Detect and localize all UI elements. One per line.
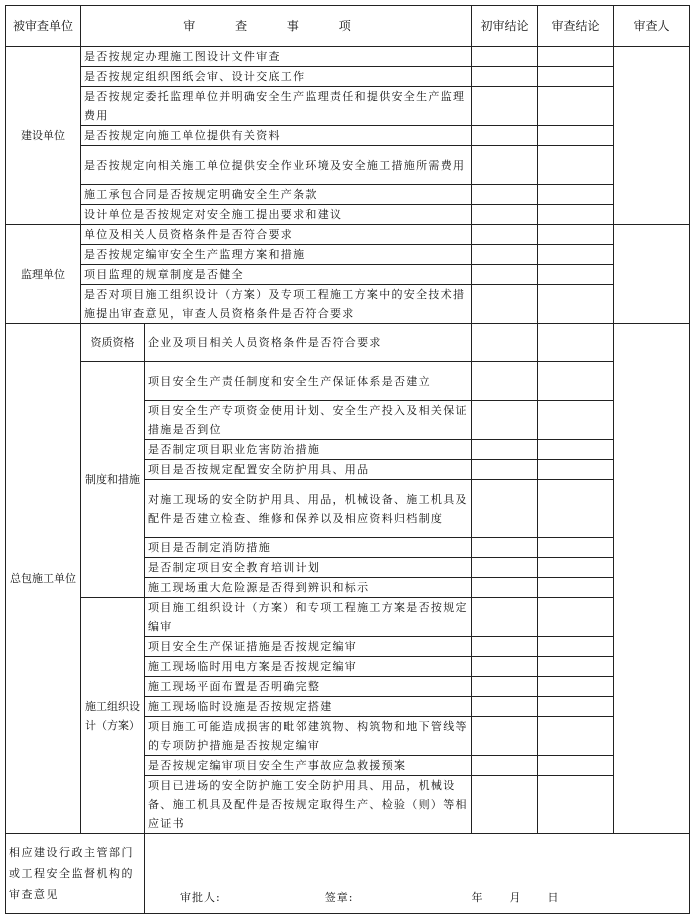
table-row <box>6 598 690 637</box>
initial-conclusion-cell[interactable] <box>472 285 538 324</box>
review-item: 项目是否按规定配置安全防护用具、用品 <box>145 460 472 480</box>
review-conclusion-cell[interactable] <box>538 47 614 67</box>
initial-conclusion-cell[interactable] <box>472 677 538 697</box>
review-item: 项目安全生产保证措施是否按规定编审 <box>145 637 472 657</box>
review-item: 是否按规定向相关施工单位提供安全作业环境及安全施工措施所需费用 <box>81 146 472 185</box>
header-initial-conclusion: 初审结论 <box>472 6 538 47</box>
initial-conclusion-cell[interactable] <box>472 47 538 67</box>
initial-conclusion-cell[interactable] <box>472 598 538 637</box>
review-item: 是否按规定编审项目安全生产事故应急救援预案 <box>145 756 472 776</box>
initial-conclusion-cell[interactable] <box>472 657 538 677</box>
header-row <box>6 6 690 47</box>
table-row <box>6 324 690 362</box>
review-item: 是否对项目施工组织设计（方案）及专项工程施工方案中的安全技术措施提出审查意见，审查人员资格条件是否符合要求 <box>81 285 472 324</box>
initial-conclusion-cell[interactable] <box>472 324 538 362</box>
year-label: 年 <box>471 891 484 904</box>
approver-label: 审批人: <box>180 891 221 904</box>
opinion-field[interactable] <box>145 834 690 914</box>
review-conclusion-cell[interactable] <box>538 126 614 146</box>
table-row <box>6 265 690 285</box>
review-item: 单位及相关人员资格条件是否符合要求 <box>81 225 472 245</box>
review-item: 是否按规定向施工单位提供有关资料 <box>81 126 472 146</box>
review-conclusion-cell[interactable] <box>538 285 614 324</box>
review-item: 设计单位是否按规定对安全施工提出要求和建议 <box>81 205 472 225</box>
review-conclusion-cell[interactable] <box>538 225 614 245</box>
review-item: 项目监理的规章制度是否健全 <box>81 265 472 285</box>
review-conclusion-cell[interactable] <box>538 245 614 265</box>
review-conclusion-cell[interactable] <box>538 67 614 87</box>
table-row <box>6 67 690 87</box>
reviewer-cell-general[interactable] <box>614 324 690 834</box>
review-conclusion-cell[interactable] <box>538 146 614 185</box>
day-label: 日 <box>547 891 560 904</box>
month-label: 月 <box>509 891 522 904</box>
header-unit: 被审查单位 <box>6 6 81 47</box>
review-conclusion-cell[interactable] <box>538 756 614 776</box>
header-matters: 审 查 事 项 <box>81 6 472 47</box>
review-conclusion-cell[interactable] <box>538 637 614 657</box>
review-item: 施工现场临时用电方案是否按规定编审 <box>145 657 472 677</box>
initial-conclusion-cell[interactable] <box>472 265 538 285</box>
review-conclusion-cell[interactable] <box>538 697 614 717</box>
initial-conclusion-cell[interactable] <box>472 362 538 401</box>
initial-conclusion-cell[interactable] <box>472 245 538 265</box>
table-row <box>6 285 690 324</box>
table-row <box>6 205 690 225</box>
review-item: 是否按规定编审安全生产监理方案和措施 <box>81 245 472 265</box>
review-conclusion-cell[interactable] <box>538 185 614 205</box>
initial-conclusion-cell[interactable] <box>472 460 538 480</box>
review-item: 项目安全生产责任制度和安全生产保证体系是否建立 <box>145 362 472 401</box>
review-conclusion-cell[interactable] <box>538 362 614 401</box>
unit-supervise: 监理单位 <box>6 225 81 324</box>
table-row <box>6 126 690 146</box>
initial-conclusion-cell[interactable] <box>472 401 538 440</box>
table-row <box>6 185 690 205</box>
review-conclusion-cell[interactable] <box>538 440 614 460</box>
initial-conclusion-cell[interactable] <box>472 205 538 225</box>
review-conclusion-cell[interactable] <box>538 401 614 440</box>
initial-conclusion-cell[interactable] <box>472 225 538 245</box>
review-conclusion-cell[interactable] <box>538 717 614 756</box>
reviewer-cell-build[interactable] <box>614 47 690 225</box>
table-row <box>6 87 690 126</box>
initial-conclusion-cell[interactable] <box>472 756 538 776</box>
table-row <box>6 362 690 401</box>
review-item: 是否按规定委托监理单位并明确安全生产监理责任和提供安全生产监理费用 <box>81 87 472 126</box>
seal-label: 签章: <box>324 891 354 904</box>
unit-build: 建设单位 <box>6 47 81 225</box>
initial-conclusion-cell[interactable] <box>472 87 538 126</box>
initial-conclusion-cell[interactable] <box>472 697 538 717</box>
table-row <box>6 146 690 185</box>
subcategory-qual: 资质资格 <box>81 324 145 362</box>
reviewer-cell-supervise[interactable] <box>614 225 690 324</box>
review-conclusion-cell[interactable] <box>538 598 614 637</box>
review-table <box>5 5 690 914</box>
review-item: 是否按规定组织图纸会审、设计交底工作 <box>81 67 472 87</box>
review-item: 项目已进场的安全防护施工安全防护用具、用品，机械设备、施工机具及配件是否按规定取得生产、检验（则）等相应证书 <box>145 776 472 834</box>
initial-conclusion-cell[interactable] <box>472 126 538 146</box>
initial-conclusion-cell[interactable] <box>472 480 538 538</box>
review-conclusion-cell[interactable] <box>538 677 614 697</box>
review-conclusion-cell[interactable] <box>538 578 614 598</box>
review-item: 项目施工可能造成损害的毗邻建筑物、构筑物和地下管线等的专项防护措施是否按规定编审 <box>145 717 472 756</box>
initial-conclusion-cell[interactable] <box>472 67 538 87</box>
review-item: 施工承包合同是否按规定明确安全生产条款 <box>81 185 472 205</box>
review-item: 施工现场临时设施是否按规定搭建 <box>145 697 472 717</box>
subcategory-design: 施工组织设计（方案） <box>81 598 145 834</box>
initial-conclusion-cell[interactable] <box>472 717 538 756</box>
review-conclusion-cell[interactable] <box>538 87 614 126</box>
initial-conclusion-cell[interactable] <box>472 776 538 834</box>
review-item: 是否按规定办理施工图设计文件审查 <box>81 47 472 67</box>
header-review-conclusion: 审查结论 <box>538 6 614 47</box>
table-row <box>6 225 690 245</box>
subcategory-system: 制度和措施 <box>81 362 145 598</box>
initial-conclusion-cell[interactable] <box>472 440 538 460</box>
initial-conclusion-cell[interactable] <box>472 538 538 558</box>
review-conclusion-cell[interactable] <box>538 480 614 538</box>
review-item: 项目安全生产专项资金使用计划、安全生产投入及相关保证措施是否到位 <box>145 401 472 440</box>
opinion-label: 相应建设行政主管部门或工程安全监督机构的审查意见 <box>6 834 145 914</box>
unit-general: 总包施工单位 <box>6 324 81 834</box>
review-item: 是否制定项目安全教育培训计划 <box>145 558 472 578</box>
review-conclusion-cell[interactable] <box>538 324 614 362</box>
review-conclusion-cell[interactable] <box>538 538 614 558</box>
initial-conclusion-cell[interactable] <box>472 558 538 578</box>
review-item: 项目施工组织设计（方案）和专项工程施工方案是否按规定编审 <box>145 598 472 637</box>
initial-conclusion-cell[interactable] <box>472 637 538 657</box>
header-reviewer: 审查人 <box>614 6 690 47</box>
table-row <box>6 245 690 265</box>
review-item: 是否制定项目职业危害防治措施 <box>145 440 472 460</box>
review-item: 项目是否制定消防措施 <box>145 538 472 558</box>
review-conclusion-cell[interactable] <box>538 460 614 480</box>
initial-conclusion-cell[interactable] <box>472 185 538 205</box>
table-row <box>6 47 690 67</box>
review-item: 企业及项目相关人员资格条件是否符合要求 <box>145 324 472 362</box>
review-item: 施工现场重大危险源是否得到辨识和标示 <box>145 578 472 598</box>
review-conclusion-cell[interactable] <box>538 558 614 578</box>
review-item: 对施工现场的安全防护用具、用品，机械设备、施工机具及配件是否建立检查、维修和保养以及相应资料归档制度 <box>145 480 472 538</box>
initial-conclusion-cell[interactable] <box>472 578 538 598</box>
review-conclusion-cell[interactable] <box>538 657 614 677</box>
review-conclusion-cell[interactable] <box>538 265 614 285</box>
review-conclusion-cell[interactable] <box>538 205 614 225</box>
review-form <box>5 5 689 914</box>
initial-conclusion-cell[interactable] <box>472 146 538 185</box>
review-item: 施工现场平面布置是否明确完整 <box>145 677 472 697</box>
review-conclusion-cell[interactable] <box>538 776 614 834</box>
opinion-row <box>6 834 690 914</box>
